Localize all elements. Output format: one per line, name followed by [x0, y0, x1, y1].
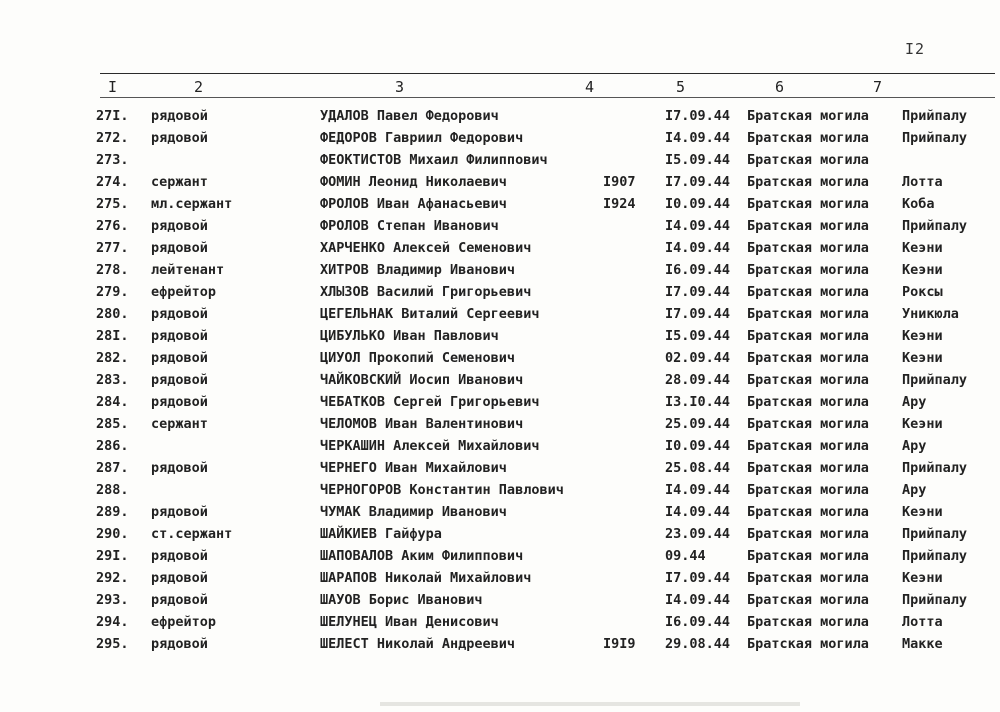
row-number: 292. [96, 570, 129, 586]
row-burial-place: Прийпалу [902, 372, 968, 388]
row-rank: рядовой [151, 592, 208, 608]
row-burial-type: Братская могила [747, 592, 869, 608]
row-name: ЧЕЛОМОВ Иван Валентинович [320, 416, 524, 432]
row-number: 272. [96, 130, 129, 146]
row-death-date: I7.09.44 [665, 108, 731, 124]
row-name: ШАРАПОВ Николай Михайлович [320, 570, 532, 586]
row-name: ХЛЫЗОВ Василий Григорьевич [320, 284, 532, 300]
row-rank: рядовой [151, 328, 208, 344]
row-name: ЧУМАК Владимир Иванович [320, 504, 507, 520]
row-burial-place: Кеэни [902, 262, 943, 278]
row-burial-type: Братская могила [747, 614, 869, 630]
row-burial-place: Прийпалу [902, 108, 968, 124]
column-header-1: I [108, 78, 118, 96]
row-name: ФРОЛОВ Иван Афанасьевич [320, 196, 507, 212]
row-burial-place: Кеэни [902, 350, 943, 366]
row-number: 275. [96, 196, 129, 212]
row-burial-type: Братская могила [747, 130, 869, 146]
row-burial-type: Братская могила [747, 570, 869, 586]
row-rank: сержант [151, 416, 208, 432]
row-number: 276. [96, 218, 129, 234]
row-number: 29I. [96, 548, 129, 564]
row-burial-type: Братская могила [747, 240, 869, 256]
row-number: 278. [96, 262, 129, 278]
row-burial-place: Лотта [902, 174, 943, 190]
row-burial-type: Братская могила [747, 284, 869, 300]
row-death-date: I7.09.44 [665, 306, 731, 322]
row-number: 288. [96, 482, 129, 498]
table-row [0, 108, 1000, 130]
row-burial-place: Прийпалу [902, 460, 968, 476]
table-row [0, 438, 1000, 460]
records-list [0, 108, 1000, 658]
row-burial-type: Братская могила [747, 152, 869, 168]
row-name: ШЕЛУНЕЦ Иван Денисович [320, 614, 499, 630]
row-burial-place: Прийпалу [902, 592, 968, 608]
row-burial-place: Кеэни [902, 240, 943, 256]
row-death-date: I6.09.44 [665, 262, 731, 278]
row-burial-type: Братская могила [747, 350, 869, 366]
row-number: 27I. [96, 108, 129, 124]
row-burial-place: Лотта [902, 614, 943, 630]
row-name: ЦИБУЛЬКО Иван Павлович [320, 328, 499, 344]
row-number: 283. [96, 372, 129, 388]
row-number: 273. [96, 152, 129, 168]
row-death-date: I6.09.44 [665, 614, 731, 630]
row-name: ШАПОВАЛОВ Аким Филиппович [320, 548, 524, 564]
row-burial-place: Роксы [902, 284, 943, 300]
row-death-date: 25.09.44 [665, 416, 731, 432]
row-death-date: 23.09.44 [665, 526, 731, 542]
row-rank: ст.сержант [151, 526, 233, 542]
row-name: ХАРЧЕНКО Алексей Семенович [320, 240, 532, 256]
row-death-date: I4.09.44 [665, 218, 731, 234]
row-name: ХИТРОВ Владимир Иванович [320, 262, 516, 278]
row-rank: ефрейтор [151, 284, 217, 300]
row-rank: рядовой [151, 460, 208, 476]
row-death-date: I4.09.44 [665, 130, 731, 146]
row-burial-type: Братская могила [747, 262, 869, 278]
row-burial-type: Братская могила [747, 526, 869, 542]
row-rank: мл.сержант [151, 196, 233, 212]
table-row [0, 614, 1000, 636]
row-birth-year: I907 [603, 174, 636, 190]
table-row [0, 218, 1000, 240]
row-number: 295. [96, 636, 129, 652]
row-burial-place: Ару [902, 482, 927, 498]
column-header-row [0, 78, 1000, 96]
row-burial-place: Прийпалу [902, 548, 968, 564]
row-burial-type: Братская могила [747, 416, 869, 432]
row-death-date: I4.09.44 [665, 482, 731, 498]
row-burial-place: Ару [902, 438, 927, 454]
row-name: ЧАЙКОВСКИЙ Иосип Иванович [320, 372, 524, 388]
row-number: 289. [96, 504, 129, 520]
row-number: 280. [96, 306, 129, 322]
table-row [0, 482, 1000, 504]
row-name: ЧЕРКАШИН Алексей Михайлович [320, 438, 540, 454]
row-number: 286. [96, 438, 129, 454]
row-burial-type: Братская могила [747, 174, 869, 190]
row-rank: рядовой [151, 636, 208, 652]
row-burial-place: Кеэни [902, 416, 943, 432]
table-row [0, 152, 1000, 174]
row-name: ЦЕГЕЛЬНАК Виталий Сергеевич [320, 306, 540, 322]
row-rank: рядовой [151, 372, 208, 388]
column-header-7: 7 [873, 78, 883, 96]
table-row [0, 262, 1000, 284]
row-name: ЧЕРНЕГО Иван Михайлович [320, 460, 507, 476]
row-rank: лейтенант [151, 262, 225, 278]
row-rank: рядовой [151, 240, 208, 256]
column-header-4: 4 [585, 78, 595, 96]
row-death-date: 25.08.44 [665, 460, 731, 476]
table-row [0, 394, 1000, 416]
row-death-date: 28.09.44 [665, 372, 731, 388]
table-row [0, 196, 1000, 218]
row-rank: рядовой [151, 394, 208, 410]
row-rank: сержант [151, 174, 208, 190]
table-row [0, 328, 1000, 350]
row-number: 274. [96, 174, 129, 190]
row-burial-type: Братская могила [747, 196, 869, 212]
row-death-date: I7.09.44 [665, 174, 731, 190]
row-burial-type: Братская могила [747, 482, 869, 498]
row-number: 279. [96, 284, 129, 300]
row-death-date: I3.I0.44 [665, 394, 731, 410]
row-rank: рядовой [151, 548, 208, 564]
row-burial-type: Братская могила [747, 108, 869, 124]
row-name: ШЕЛЕСТ Николай Андреевич [320, 636, 516, 652]
row-death-date: 29.08.44 [665, 636, 731, 652]
row-birth-year: I924 [603, 196, 636, 212]
row-name: УДАЛОВ Павел Федорович [320, 108, 499, 124]
table-row [0, 350, 1000, 372]
row-birth-year: I9I9 [603, 636, 636, 652]
row-burial-place: Кеэни [902, 504, 943, 520]
table-row [0, 284, 1000, 306]
row-number: 285. [96, 416, 129, 432]
row-name: ФОМИН Леонид Николаевич [320, 174, 507, 190]
table-row [0, 592, 1000, 614]
table-row [0, 460, 1000, 482]
row-name: ШАЙКИЕВ Гайфура [320, 526, 442, 542]
row-rank: рядовой [151, 218, 208, 234]
row-death-date: 09.44 [665, 548, 706, 564]
row-burial-place: Макке [902, 636, 943, 652]
row-rank: рядовой [151, 570, 208, 586]
row-burial-type: Братская могила [747, 372, 869, 388]
header-bottom-rule [100, 97, 995, 98]
row-name: ШАУОВ Борис Иванович [320, 592, 483, 608]
table-row [0, 174, 1000, 196]
row-death-date: I0.09.44 [665, 196, 731, 212]
row-death-date: I5.09.44 [665, 328, 731, 344]
page-number: I2 [905, 40, 926, 58]
table-row [0, 570, 1000, 592]
row-death-date: I4.09.44 [665, 592, 731, 608]
table-row [0, 130, 1000, 152]
scan-smudge [380, 702, 800, 706]
row-number: 277. [96, 240, 129, 256]
row-rank: рядовой [151, 350, 208, 366]
table-row [0, 306, 1000, 328]
row-rank: рядовой [151, 130, 208, 146]
table-row [0, 526, 1000, 548]
column-header-5: 5 [676, 78, 686, 96]
table-row [0, 636, 1000, 658]
row-burial-type: Братская могила [747, 306, 869, 322]
row-burial-type: Братская могила [747, 438, 869, 454]
table-row [0, 548, 1000, 570]
row-burial-type: Братская могила [747, 394, 869, 410]
row-number: 293. [96, 592, 129, 608]
row-name: ФЕДОРОВ Гавриил Федорович [320, 130, 524, 146]
row-burial-place: Прийпалу [902, 130, 968, 146]
row-death-date: I7.09.44 [665, 570, 731, 586]
table-row [0, 372, 1000, 394]
row-burial-place: Уникюла [902, 306, 959, 322]
row-death-date: I7.09.44 [665, 284, 731, 300]
row-burial-place: Ару [902, 394, 927, 410]
row-number: 284. [96, 394, 129, 410]
row-number: 294. [96, 614, 129, 630]
row-number: 282. [96, 350, 129, 366]
row-burial-type: Братская могила [747, 328, 869, 344]
column-header-6: 6 [775, 78, 785, 96]
row-name: ЧЕБАТКОВ Сергей Григорьевич [320, 394, 540, 410]
row-burial-type: Братская могила [747, 460, 869, 476]
row-death-date: I0.09.44 [665, 438, 731, 454]
row-burial-type: Братская могила [747, 636, 869, 652]
row-death-date: I4.09.44 [665, 240, 731, 256]
row-name: ФРОЛОВ Степан Иванович [320, 218, 499, 234]
header-top-rule [100, 73, 995, 74]
row-number: 290. [96, 526, 129, 542]
row-burial-place: Коба [902, 196, 935, 212]
table-row [0, 504, 1000, 526]
table-row [0, 416, 1000, 438]
table-row [0, 240, 1000, 262]
column-header-2: 2 [194, 78, 204, 96]
row-burial-type: Братская могила [747, 504, 869, 520]
row-name: ЧЕРНОГОРОВ Константин Павлович [320, 482, 564, 498]
row-death-date: I4.09.44 [665, 504, 731, 520]
row-name: ФЕОКТИСТОВ Михаил Филиппович [320, 152, 548, 168]
row-rank: рядовой [151, 504, 208, 520]
row-death-date: I5.09.44 [665, 152, 731, 168]
row-burial-place: Кеэни [902, 328, 943, 344]
row-burial-type: Братская могила [747, 548, 869, 564]
row-death-date: 02.09.44 [665, 350, 731, 366]
row-number: 28I. [96, 328, 129, 344]
column-header-3: 3 [395, 78, 405, 96]
row-rank: рядовой [151, 306, 208, 322]
row-burial-type: Братская могила [747, 218, 869, 234]
row-burial-place: Прийпалу [902, 218, 968, 234]
row-name: ЦИУОЛ Прокопий Семенович [320, 350, 516, 366]
row-burial-place: Прийпалу [902, 526, 968, 542]
row-burial-place: Кеэни [902, 570, 943, 586]
row-number: 287. [96, 460, 129, 476]
row-rank: рядовой [151, 108, 208, 124]
row-rank: ефрейтор [151, 614, 217, 630]
